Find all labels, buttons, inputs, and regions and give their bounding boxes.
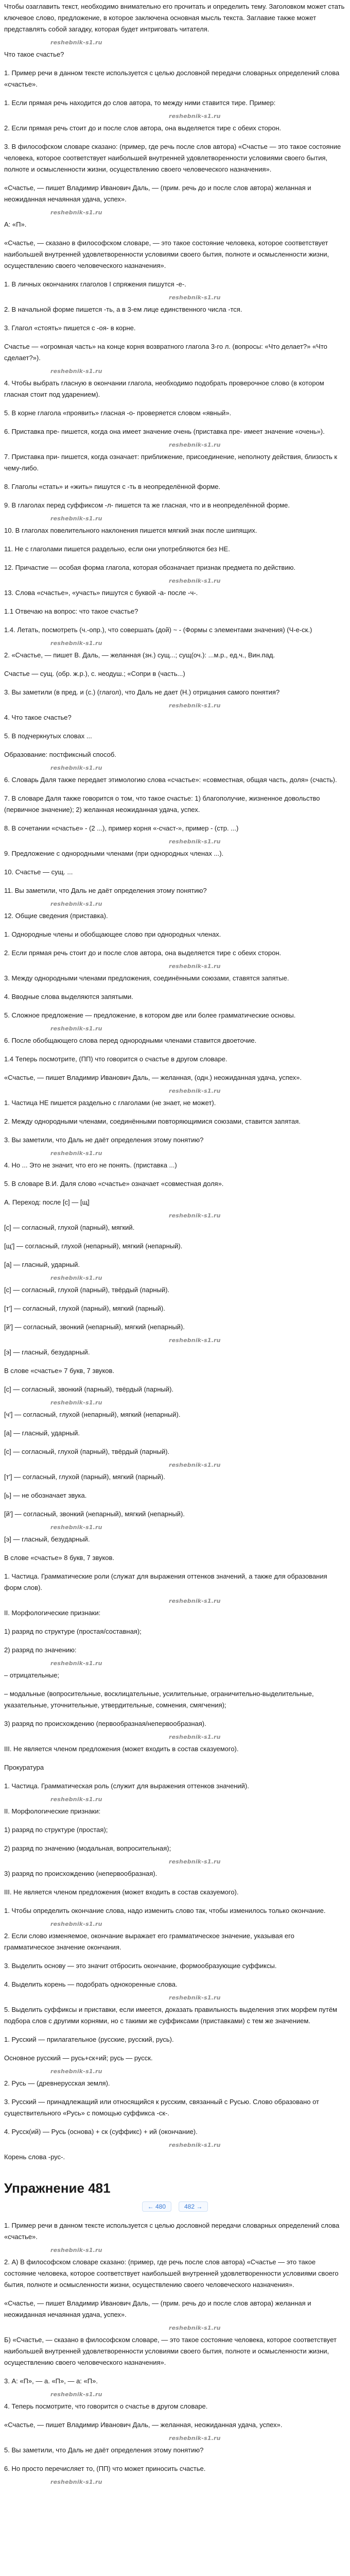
text-paragraph: 8. Глаголы «стать» и «жить» пишутся с -ть в неопределённой форме. bbox=[4, 483, 221, 490]
text-paragraph: [с] — согласный, глухой (парный), твёрдый (парный). bbox=[4, 1286, 170, 1294]
text-paragraph: 2. В начальной форме пишется -ть, а в 3-ем лице единственного числа -тся. bbox=[4, 306, 242, 313]
text-paragraph: II. Морфологические признаки: bbox=[4, 1609, 101, 1617]
text-paragraph: 12. Причастие — особая форма глагола, которая обозначает признак предмета по действию. bbox=[4, 564, 295, 571]
text-paragraph: 13. Слова «счастье», «участь» пишутся с буквой -а- после -ч-. bbox=[4, 589, 198, 597]
watermark: reshebnik-s1.ru bbox=[169, 1212, 221, 1219]
text-paragraph: [й'] — согласный, звонкий (непарный), мягкий (непарный). bbox=[4, 1510, 185, 1518]
text-paragraph: 4. Теперь посмотрите, что говорится о счастье в другом словаре. bbox=[4, 2402, 208, 2410]
text-paragraph: 1. В личных окончаниях глаголов I спряжения пишутся -е-. bbox=[4, 280, 186, 288]
text-paragraph: [с] — согласный, звонкий (парный), твёрдый (парный). bbox=[4, 1385, 174, 1393]
watermark: reshebnik-s1.ru bbox=[50, 1025, 102, 1032]
text-paragraph: III. Не является членом предложения (может входить в состав сказуемого). bbox=[4, 1745, 239, 1753]
text-paragraph: 5. В подчеркнутых словах ... bbox=[4, 732, 92, 740]
watermark: reshebnik-s1.ru bbox=[169, 838, 221, 845]
text-paragraph: 2. Русь — (древнерусская земля). bbox=[4, 2079, 110, 2087]
text-paragraph: 4. Выделить корень — подобрать однокоренные слова. bbox=[4, 1980, 178, 1988]
text-paragraph: Счастье — сущ. (обр. ж.р.), с. неодуш.; «Сопри в (часть...) bbox=[4, 670, 185, 677]
text-paragraph: 2) разряд по значению: bbox=[4, 1646, 77, 1654]
watermark: reshebnik-s1.ru bbox=[169, 702, 221, 709]
text-paragraph: 7. В словаре Даля также говорится о том, что такое счастье: 1) благополучие, жизненное довольство (первичное значение); 2) желанная неожиданная удача, успех. bbox=[4, 794, 320, 814]
watermark: reshebnik-s1.ru bbox=[50, 39, 102, 46]
text-paragraph: Чтобы озаглавить текст, необходимо внимательно его прочитать и определить тему. Заголовком может стать ключевое слово, предложение, в которое заключена основная мысль текста. Заглавие также может представлять собой загадку, которая будет интриговать читателя. bbox=[4, 3, 345, 33]
text-paragraph: [ч'] — согласный, глухой (непарный), мягкий (непарный). bbox=[4, 1411, 181, 1418]
text-paragraph: 5. Вы заметили, что Даль не даёт определения этому понятию? bbox=[4, 2446, 204, 2454]
text-paragraph: 1. Чтобы определить окончание слова, надо изменить слово так, чтобы изменилось только окончание. bbox=[4, 1907, 326, 1914]
text-paragraph: 3) разряд по происхождению (первообразная/непервообразная). bbox=[4, 1720, 206, 1727]
watermark: reshebnik-s1.ru bbox=[169, 294, 221, 301]
watermark: reshebnik-s1.ru bbox=[50, 765, 102, 771]
watermark: reshebnik-s1.ru bbox=[169, 1337, 221, 1344]
text-paragraph: Счастье — «огромная часть» на конце корня возвратного глагола 3-го л. (вопросы: «Что делает?» «Что сделает?»). bbox=[4, 343, 327, 362]
exercise-title: Упражнение 481 bbox=[4, 2180, 111, 2196]
text-paragraph: – модальные (вопросительные, восклицательные, усилительные, ограничительно-выделительные, указательные, уточнительные, утвердительные, сомнения, смягчения); bbox=[4, 1690, 314, 1709]
watermark: reshebnik-s1.ru bbox=[50, 1660, 102, 1667]
text-paragraph: 6. После обобщающего слова перед однородными членами ставится двоеточие. bbox=[4, 1037, 257, 1044]
watermark: reshebnik-s1.ru bbox=[50, 1399, 102, 1406]
text-paragraph: 11. Вы заметили, что Даль не даёт определения этому понятию? bbox=[4, 887, 207, 894]
text-paragraph: 3) разряд по происхождению (непервообразная). bbox=[4, 1870, 157, 1877]
watermark: reshebnik-s1.ru bbox=[50, 640, 102, 647]
text-paragraph: 8. В сочетании «счастье» - (2 ...), пример корня «-счаст-», пример - (стр. ...) bbox=[4, 824, 239, 832]
prev-exercise-button[interactable]: ← 480 bbox=[142, 2201, 171, 2212]
text-paragraph: «Счастье, — пишет Владимир Иванович Даль, — желанная, (одн.) неожиданная удача, успех». bbox=[4, 1074, 302, 1081]
text-paragraph: Корень слова -рус-. bbox=[4, 2153, 65, 2161]
watermark: reshebnik-s1.ru bbox=[169, 113, 221, 120]
watermark: reshebnik-s1.ru bbox=[169, 1598, 221, 1604]
text-paragraph: Б) «Счастье, — сказано в философском словаре, — это такое состояние человека, которое соответствует наибольшей внутренней удовлетворенности условиями своего бытия, полноте и осмысленности жизни, осуществлению своего человеческого назначения». bbox=[4, 2336, 337, 2366]
text-paragraph: 6. Словарь Даля также передает этимологию слова «счастье»: «совместная, общая часть, доля» (счасть). bbox=[4, 776, 337, 784]
text-paragraph: II. Морфологические признаки: bbox=[4, 1807, 101, 1815]
text-paragraph: «Счастье, — пишет Владимир Иванович Даль, — (прим. речь до и после слов автора) желанная и неожиданная нечаянная удача, успех». bbox=[4, 2299, 311, 2318]
watermark: reshebnik-s1.ru bbox=[169, 442, 221, 448]
watermark: reshebnik-s1.ru bbox=[169, 1462, 221, 1468]
text-paragraph: 2. «Счастье, — пишет В. Даль, — желанная (зн.) сущ...; сущ(оч.): ...м.р., ед.ч., Вин.пад. bbox=[4, 651, 275, 659]
answer-column bbox=[0, 2219, 350, 2485]
text-paragraph: 10. Счастье — сущ. ... bbox=[4, 868, 73, 876]
text-paragraph: 5. В словаре В.И. Даля слово «счастье» означает «совместная доля». bbox=[4, 1180, 224, 1188]
watermark: reshebnik-s1.ru bbox=[50, 368, 102, 375]
text-paragraph: 1. Пример речи в данном тексте используется с целью дословной передачи словарных определений слова «счастье». bbox=[4, 2222, 340, 2241]
text-paragraph: 1. Если прямая речь находится до слов автора, то между ними ставится тире. Пример: bbox=[4, 99, 276, 107]
watermark: reshebnik-s1.ru bbox=[169, 2142, 221, 2148]
watermark: reshebnik-s1.ru bbox=[169, 578, 221, 584]
text-paragraph: [с] — согласный, глухой (парный), твёрдый (парный). bbox=[4, 1448, 170, 1455]
text-paragraph: 7. Приставка при- пишется, когда означает: приближение, присоединение, неполноту действия, близость к чему-либо. bbox=[4, 453, 338, 472]
text-paragraph: 3. А: «П», — а. «П», — а: «П». bbox=[4, 2377, 98, 2385]
text-paragraph: 4. Русск(ий) — Русь (основа) + ск (суффикс) + ий (окончание). bbox=[4, 2128, 198, 2136]
watermark: reshebnik-s1.ru bbox=[169, 1994, 221, 2001]
text-paragraph: 2. А) В философском словаре сказано: (пример, где речь после слов автора) «Счастье — это такое состояние человека, которое соответствует наибольшей внутренней удовлетворенности условиями своего бытия, полноте и осмысленности жизни, осуществлению своего человеческого назначения». bbox=[4, 2258, 339, 2289]
watermark: reshebnik-s1.ru bbox=[169, 2435, 221, 2442]
watermark: reshebnik-s1.ru bbox=[50, 2479, 102, 2485]
watermark: reshebnik-s1.ru bbox=[50, 209, 102, 216]
watermark: reshebnik-s1.ru bbox=[169, 1858, 221, 1865]
text-paragraph: 3. Вы заметили, что Даль не даёт определения этому понятию? bbox=[4, 1136, 204, 1144]
text-paragraph: [ь] — не обозначает звука. bbox=[4, 1492, 87, 1499]
text-paragraph: 4. Но ... Это не значит, что его не понять. (приставка ...) bbox=[4, 1161, 177, 1169]
text-paragraph: 6. Но просто перечисляет то, (ПП) что может приносить счастье. bbox=[4, 2465, 206, 2472]
text-paragraph: 3. Глагол «стоять» пишется с -оя- в корне. bbox=[4, 324, 136, 332]
text-paragraph: 12. Общие сведения (приставка). bbox=[4, 912, 108, 920]
text-paragraph: 2. Если слово изменяемое, окончание выражает его грамматическое значение, указывая его грамматическое значение окончания. bbox=[4, 1932, 294, 1951]
text-paragraph: [т'] — согласный, глухой (парный), мягкий (парный). bbox=[4, 1473, 165, 1481]
text-paragraph: [а] — гласный, ударный. bbox=[4, 1429, 80, 1437]
text-paragraph: 11. Не с глаголами пишется раздельно, если они употребляются без НЕ. bbox=[4, 545, 230, 553]
text-paragraph: – отрицательные; bbox=[4, 1671, 59, 1679]
text-paragraph: 3. Русский — принадлежащий или относящийся к русским, связанный с Русью. Слово образовано от существительного «Русь» с помощью суффикса -ск-. bbox=[4, 2098, 319, 2117]
watermark: reshebnik-s1.ru bbox=[50, 2247, 102, 2253]
watermark: reshebnik-s1.ru bbox=[50, 1150, 102, 1157]
text-paragraph: «Счастье, — сказано в философском словаре, — это такое состояние человека, которое соответствует наибольшей внутренней удовлетворенности условиями своего бытия, полноте и осмысленности жизни, осуществлению своего человеческого назначения». bbox=[4, 239, 329, 269]
text-paragraph: 1. Частица. Грамматические роли (служат для выражения оттенков значений, а также для образования форм слов). bbox=[4, 1572, 327, 1591]
text-paragraph: 1) разряд по структуре (простая/составная); bbox=[4, 1628, 142, 1635]
watermark: reshebnik-s1.ru bbox=[169, 1734, 221, 1740]
text-paragraph: 3. Выделить основу — это значит отбросить окончание, формообразующие суффиксы. bbox=[4, 1962, 277, 1970]
text-paragraph: 4. Что такое счастье? bbox=[4, 714, 72, 721]
text-paragraph: В слове «счастье» 8 букв, 7 звуков. bbox=[4, 1554, 115, 1562]
watermark: reshebnik-s1.ru bbox=[50, 2391, 102, 2398]
text-paragraph: 2. Между однородными членами, соединёнными повторяющимися союзами, ставится запятая. bbox=[4, 1117, 301, 1125]
text-paragraph: Что такое счастье? bbox=[4, 50, 64, 58]
text-paragraph: 2. Если прямая речь стоит до и после слов автора, она выделяется тире с обеих сторон. bbox=[4, 949, 282, 957]
text-paragraph: А. Переход: после [с] — [щ] bbox=[4, 1198, 90, 1206]
text-paragraph: 6. Приставка пре- пишется, когда она имеет значение очень (приставка пре- имеет значение «очень»). bbox=[4, 428, 325, 435]
text-paragraph: 1. Пример речи в данном тексте используется с целью дословной передачи словарных определений слова «счастье». bbox=[4, 69, 340, 88]
text-paragraph: [э] — гласный, безударный. bbox=[4, 1348, 90, 1356]
text-paragraph: Основное русский — русь+ск+ий; русь — русск. bbox=[4, 2054, 153, 2062]
text-paragraph: [й'] — согласный, звонкий (непарный), мягкий (непарный). bbox=[4, 1323, 185, 1331]
text-paragraph: 1.4. Летать, посмотреть (ч.-опр.), что совершать (дой) ~ - (Формы с элементами значения) (Ч-е-ск.) bbox=[4, 626, 312, 634]
watermark: reshebnik-s1.ru bbox=[50, 1275, 102, 1281]
text-paragraph: 3. В философском словаре сказано: (пример, где речь после слов автора) «Счастье — это такое состояние человека, которое соответствует наибольшей внутренней удовлетворенности условиями своего бытия, полноте и осмысленности жизни, осуществлению своего человеческого назначения». bbox=[4, 143, 341, 173]
text-paragraph: 10. В глаголах повелительного наклонения пишется мягкий знак после шипящих. bbox=[4, 527, 257, 534]
watermark: reshebnik-s1.ru bbox=[169, 2325, 221, 2331]
text-paragraph: [а] — гласный, ударный. bbox=[4, 1261, 80, 1268]
text-paragraph: III. Не является членом предложения (может входить в состав сказуемого). bbox=[4, 1888, 239, 1896]
text-paragraph: [э] — гласный, безударный. bbox=[4, 1535, 90, 1543]
text-paragraph: 2. Если прямая речь стоит до и после слов автора, она выделяется тире с обеих сторон. bbox=[4, 124, 282, 132]
watermark: reshebnik-s1.ru bbox=[50, 901, 102, 907]
watermark: reshebnik-s1.ru bbox=[50, 2068, 102, 2075]
text-paragraph: [щ'] — согласный, глухой (непарный), мягкий (непарный). bbox=[4, 1242, 183, 1250]
text-paragraph: «Счастье, — пишет Владимир Иванович Даль, — (прим. речь до и после слов автора) желанная и неожиданная нечаянная удача, успех». bbox=[4, 184, 311, 203]
text-paragraph: «Счастье, — пишет Владимир Иванович Даль, — желанная, неожиданная удача, успех». bbox=[4, 2421, 283, 2429]
text-paragraph: В слове «счастье» 7 букв, 7 звуков. bbox=[4, 1367, 115, 1375]
text-paragraph: 2) разряд по значению (модальная, вопросительная); bbox=[4, 1844, 171, 1852]
watermark: reshebnik-s1.ru bbox=[169, 963, 221, 970]
text-paragraph: 1. Частица. Грамматическая роль (служит для выражения оттенков значений). bbox=[4, 1782, 249, 1790]
watermark: reshebnik-s1.ru bbox=[50, 515, 102, 522]
text-paragraph: 3. Вы заметили (в пред. и (с.) (глагол), что Даль не дает (Н.) отрицания самого понятия? bbox=[4, 688, 280, 696]
text-paragraph: 5. Сложное предложение — предложение, в котором две или более грамматические основы. bbox=[4, 1011, 296, 1019]
text-paragraph: [с] — согласный, глухой (парный), мягкий. bbox=[4, 1224, 135, 1231]
text-paragraph: 1.4 Теперь посмотрите, (ПП) что говорится о счастье в другом словаре. bbox=[4, 1055, 227, 1063]
text-paragraph: 5. Выделить суффиксы и приставки, если имеется, доказать правильность выделения этих морфем путём подбора слов с другими корнями, но с такими же суффиксами (приставками) с тем же значением. bbox=[4, 2006, 337, 2025]
text-paragraph: 4. Чтобы выбрать гласную в окончании глагола, необходимо подобрать проверочное слово (в котором гласная стоит под ударением). bbox=[4, 379, 324, 398]
text-paragraph: [т'] — согласный, глухой (парный), мягкий (парный). bbox=[4, 1304, 165, 1312]
text-paragraph: 9. В глаголах перед суффиксом -л- пишется та же гласная, что и в неопределённой форме. bbox=[4, 501, 290, 509]
text-paragraph: 1. Однородные члены и обобщающее слово при однородных членах. bbox=[4, 930, 221, 938]
watermark: reshebnik-s1.ru bbox=[169, 1088, 221, 1094]
text-paragraph: 9. Предложение с однородными членами (при однородных членах ...). bbox=[4, 850, 224, 857]
text-paragraph: А: «П». bbox=[4, 221, 27, 228]
watermark: reshebnik-s1.ru bbox=[50, 1921, 102, 1927]
text-paragraph: 5. В корне глагола «проявить» гласная -о- проверяется словом «явный». bbox=[4, 409, 232, 417]
text-paragraph: 1. Частица НЕ пишется раздельно с глаголами (не знает, не может). bbox=[4, 1099, 216, 1107]
text-paragraph: 1.1 Отвечаю на вопрос: что такое счастье? bbox=[4, 607, 138, 615]
text-paragraph: Прокуратура bbox=[4, 1764, 44, 1771]
watermark: reshebnik-s1.ru bbox=[50, 1796, 102, 1803]
exercise-header bbox=[0, 2170, 350, 2212]
text-paragraph: 1) разряд по структуре (простая); bbox=[4, 1826, 108, 1834]
pager bbox=[4, 2201, 346, 2212]
text-paragraph: 1. Русский — прилагательное (русские, русский, русь). bbox=[4, 2036, 174, 2043]
text-paragraph: 3. Между однородными членами предложения, соединёнными союзами, ставятся запятые. bbox=[4, 974, 289, 982]
watermark: reshebnik-s1.ru bbox=[50, 1524, 102, 1531]
text-paragraph: Образование: постфиксный способ. bbox=[4, 751, 116, 758]
text-paragraph: 4. Вводные слова выделяются запятыми. bbox=[4, 993, 133, 1001]
next-exercise-button[interactable]: 482 → bbox=[179, 2201, 208, 2212]
